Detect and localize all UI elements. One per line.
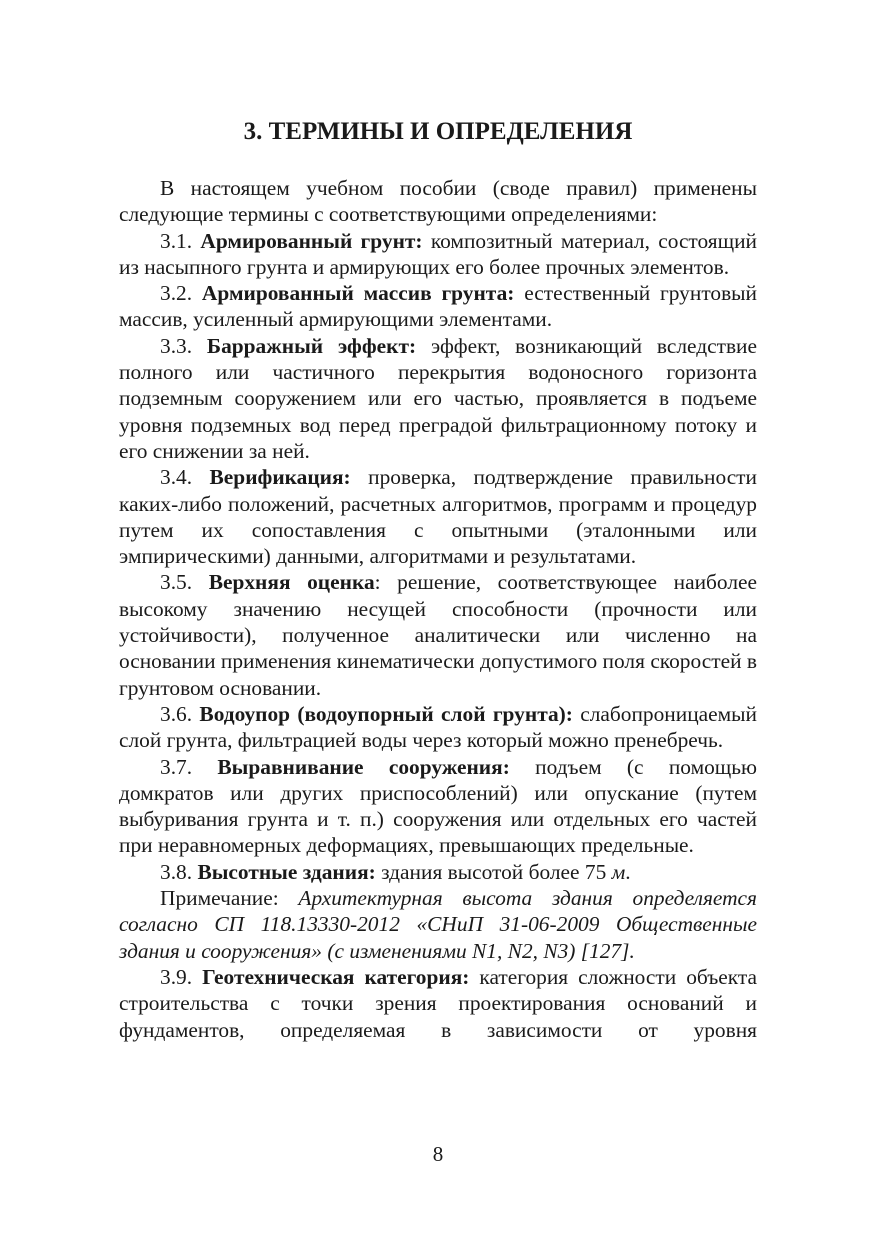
term-name: Геотехническая категория: bbox=[202, 964, 470, 989]
term-paragraph-3-7 bbox=[119, 754, 757, 859]
section-title: 3. ТЕРМИНЫ И ОПРЕДЕЛЕНИЯ bbox=[243, 118, 633, 145]
term-number: 3.4. bbox=[160, 465, 210, 490]
term-definition: категория сложности объекта строительства с точки зрения проектирования оснований и фундаментов, определяемая в зависимости от уровня bbox=[119, 964, 758, 1042]
page-number: 8 bbox=[432, 1142, 444, 1166]
document-body bbox=[119, 175, 757, 1043]
term-number: 3.8. bbox=[160, 859, 198, 884]
term-definition: композитный материал, состоящий из насыпного грунта и армирующих его более прочных элементов. bbox=[119, 228, 757, 279]
note-label: Примечание: bbox=[160, 886, 299, 911]
term-name: Выравнивание сооружения: bbox=[217, 754, 510, 779]
term-definition: естественный грунтовый массив, усиленный армирующими элементами. bbox=[119, 281, 757, 332]
term-paragraph-3-1 bbox=[119, 228, 757, 281]
term-definition: слабопроницаемый слой грунта, фильтрацией воды через который можно пренебречь. bbox=[119, 701, 757, 753]
term-paragraph-3-9 bbox=[119, 964, 757, 1043]
term-number: 3.3. bbox=[160, 333, 207, 358]
term-tail: . bbox=[625, 859, 631, 884]
term-name: Высотные здания: bbox=[197, 859, 376, 884]
term-paragraph-3-5 bbox=[119, 569, 757, 700]
term-paragraph-3-3 bbox=[119, 333, 757, 464]
term-number: 3.2. bbox=[160, 281, 202, 306]
term-name: Водоупор (водоупорный слой грунта): bbox=[199, 701, 573, 726]
term-name: Армированный грунт: bbox=[200, 228, 423, 253]
term-definition: проверка, подтверждение правильности каких-либо положений, расчетных алгоритмов, программ и процедур путем их сопоставления с опытными (эталонными или эмпирическими) данными, алгоритмами и результатами. bbox=[119, 465, 757, 569]
term-name: Верхняя оценка bbox=[208, 570, 375, 595]
term-number: 3.1. bbox=[160, 228, 201, 253]
term-number: 3.6. bbox=[160, 701, 200, 726]
term-number: 3.9. bbox=[160, 964, 203, 989]
term-paragraph-3-8 bbox=[119, 859, 757, 885]
note-text: Архитектурная высота здания определяется согласно СП 118.13330-2012 «СНиП 31-06-2009 Общественные здания и сооружения» (с изменениями N1, N2, N3) [127]. bbox=[119, 886, 757, 963]
term-number: 3.5. bbox=[160, 570, 209, 595]
term-paragraph-3-4 bbox=[119, 464, 757, 569]
term-definition: : решение, соответствующее наиболее высокому значению несущей способности (прочности или устойчивости), полученное аналитически или численно на основании применения кинематически допустимого поля скоростей в грунтовом основании. bbox=[119, 570, 757, 700]
term-definition: здания высотой более 75 bbox=[375, 859, 612, 884]
term-definition: подъем (с помощью домкратов или других приспособлений) или опускание (путем выбуривания грунта и т. п.) сооружения или отдельных его частей при неравномерных деформациях, превышающих предельные. bbox=[119, 754, 758, 858]
term-paragraph-3-6 bbox=[119, 701, 757, 754]
note-paragraph bbox=[119, 885, 757, 964]
term-name: Верификация: bbox=[209, 465, 351, 490]
unit-label: м bbox=[611, 859, 626, 884]
term-definition: эффект, возникающий вследствие полного или частичного перекрытия водоносного горизонта подземным сооружением или его частью, проявляется в подъеме уровня подземных вод перед преградой фильтрационному потоку и его снижении за ней. bbox=[119, 333, 757, 463]
term-name: Армированный массив грунта: bbox=[201, 281, 515, 306]
term-paragraph-3-2 bbox=[119, 280, 757, 333]
term-number: 3.7. bbox=[160, 754, 218, 779]
term-name: Барражный эффект: bbox=[206, 333, 417, 358]
intro-paragraph: В настоящем учебном пособии (своде правил) применены следующие термины с соответствующими определениями: bbox=[119, 176, 757, 227]
document-page bbox=[119, 0, 757, 1240]
